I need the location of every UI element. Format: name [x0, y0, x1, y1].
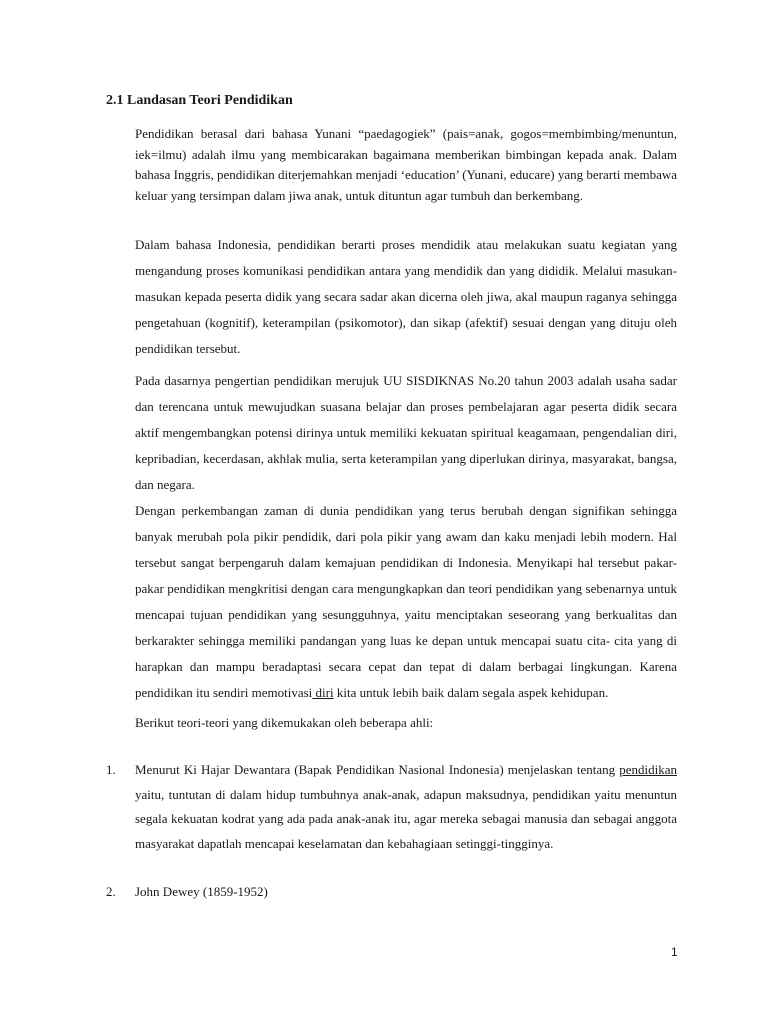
paragraph-etymology: Pendidikan berasal dari bahasa Yunani “paedagogiek” (pais=anak, gogos=membimbing/menuntun, iek=ilmu) adalah ilmu yang membicarakan bagaimana memberikan bimbingan kepada anak. Dalam bahasa Inggris, pendidikan diterjemahkan menjadi ‘education’ (Yunani, educare) yang berarti membawa keluar yang tersimpan dalam jiwa anak, untuk dituntun agar tumbuh dan berkembang.	[135, 126, 677, 203]
underlined-word-pendidikan: pendidikan	[619, 762, 677, 777]
numbered-list-item	[106, 880, 677, 904]
list-number: 2.	[106, 884, 116, 899]
page-number: 1	[671, 945, 678, 959]
list-item-text-start: Menurut Ki Hajar Dewantara (Bapak Pendidikan Nasional Indonesia) menjelaskan tentang	[135, 762, 620, 777]
numbered-list-item	[106, 758, 677, 856]
list-item-text	[135, 758, 677, 856]
paragraph-modernization-text: Dengan perkembangan zaman di dunia pendidikan yang terus berubah dengan signifikan sehingga banyak merubah pola pikir pendidik, dari pola pikir yang awam dan kaku menjadi lebih modern. Hal tersebut sangat berpengaruh dalam kemajuan pendidikan di Indonesia. Menyikapi hal tersebut pakar-pakar pendidikan mengkritisi dengan cara mengungkapkan dan teori pendidikan yang sebenarnya untuk mencapai tujuan pendidikan yang sesungguhnya, yaitu menciptakan seseorang yang berkualitas dan berkarakter sehingga memiliki pandangan yang luas ke depan untuk mencapai suatu cita- cita yang di harapkan dan mampu beradaptasi secara cepat dan tepat di dalam berbagai lingkungan. Karena pendidikan itu sendiri memotivasi	[135, 503, 677, 700]
list-intro: Berikut teori-teori yang dikemukakan oleh beberapa ahli:	[135, 715, 434, 730]
list-item-text-rest: yaitu, tuntutan di dalam hidup tumbuhnya anak-anak, adapun maksudnya, pendidikan yaitu menuntun segala kekuatan kodrat yang ada pada anak-anak itu, agar mereka sebagai manusia dan sebagai anggota masyarakat dapatlah mencapai keselamatan dan kebahagiaan setinggi-tingginya.	[135, 786, 677, 851]
paragraph-sisdiknas-text: Pada dasarnya pengertian pendidikan merujuk UU SISDIKNAS No.20 tahun 2003 adalah usaha sadar dan terencana untuk mewujudkan suasana belajar dan proses pembelajaran agar peserta didik secara aktif mengembangkan potensi dirinya untuk memiliki kekuatan spiritual keagamaan, pengendalian diri, kepribadian, kecerdasan, akhlak mulia, serta keterampilan yang diperlukan dirinya, masyarakat, bangsa, dan negara.	[135, 373, 677, 492]
paragraph-indonesian-definition: Dalam bahasa Indonesia, pendidikan berarti proses mendidik atau melakukan suatu kegiatan yang mengandung proses komunikasi pendidikan antara yang mendidik dan yang dididik. Melalui masukan-masukan kepada peserta didik yang secara sadar akan dicerna oleh jiwa, akal maupun raganya sehingga pengetahuan (kognitif), keterampilan (psikomotor), dan sikap (afektif) sesuai dengan yang dituju oleh pendidikan tersebut.	[135, 237, 677, 356]
section-heading: 2.1 Landasan Teori Pendidikan	[106, 93, 293, 108]
list-item-text: John Dewey (1859-1952)	[135, 884, 268, 899]
paragraph-modernization-end: kita untuk lebih baik dalam segala aspek kehidupan.	[333, 685, 609, 700]
list-number: 1.	[106, 762, 116, 777]
underlined-word-diri: diri	[312, 685, 334, 700]
paragraph-sisdiknas	[135, 368, 677, 706]
